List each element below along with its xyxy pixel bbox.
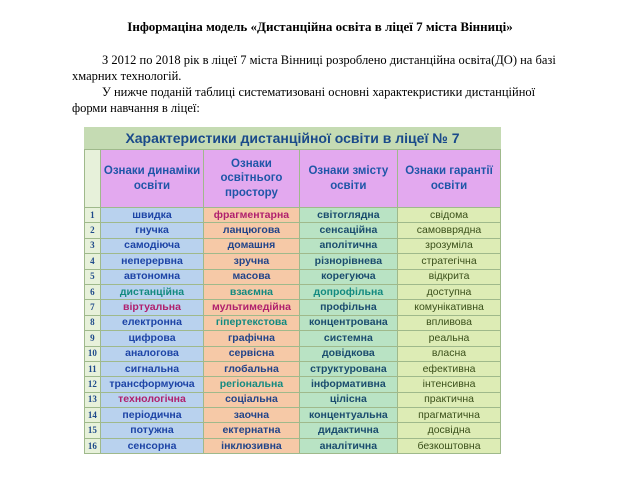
table-cell: зрозуміла xyxy=(398,238,501,253)
table-cell: неперервна xyxy=(100,254,203,269)
header-space: Ознаки освітнього простору xyxy=(204,150,299,208)
table-header-row xyxy=(85,150,501,208)
table-cell: аналогова xyxy=(100,346,203,361)
table-row xyxy=(85,284,501,299)
table-row xyxy=(85,377,501,392)
table-cell: ланцюгова xyxy=(204,223,299,238)
header-guarantee: Ознаки гарантії освіти xyxy=(398,150,501,208)
intro-paragraph-1-text: З 2012 по 2018 рік в ліцеї 7 міста Вінниці розроблено дистанційна освіта(ДО) на базі хмарних технологій. xyxy=(72,53,556,83)
table-cell: світоглядна xyxy=(299,208,397,223)
row-number-cell: 13 xyxy=(85,392,101,407)
table-cell: графічна xyxy=(204,331,299,346)
table-cell: фрагментарна xyxy=(204,208,299,223)
table-cell: мультимедійна xyxy=(204,300,299,315)
table-row xyxy=(85,361,501,376)
table-cell: гнучка xyxy=(100,223,203,238)
table-cell: безкоштовна xyxy=(398,438,501,453)
row-number-cell: 11 xyxy=(85,361,101,376)
table-cell: прагматична xyxy=(398,408,501,423)
table-cell: зручна xyxy=(204,254,299,269)
table-cell: практична xyxy=(398,392,501,407)
row-number-cell: 10 xyxy=(85,346,101,361)
characteristics-table xyxy=(84,127,501,452)
table-cell: комунікативна xyxy=(398,300,501,315)
table-cell: дидактична xyxy=(299,423,397,438)
table-cell: власна xyxy=(398,346,501,361)
table-row xyxy=(85,254,501,269)
table-cell: свідома xyxy=(398,208,501,223)
row-number-cell: 15 xyxy=(85,423,101,438)
row-number-cell: 7 xyxy=(85,300,101,315)
row-number-cell: 14 xyxy=(85,408,101,423)
table-cell: інтенсивна xyxy=(398,377,501,392)
table-row xyxy=(85,346,501,361)
table-cell: концентуальна xyxy=(299,408,397,423)
table-cell: досвідна xyxy=(398,423,501,438)
table-cell: ефективна xyxy=(398,361,501,376)
table-cell: віртуальна xyxy=(100,300,203,315)
table-grid xyxy=(84,149,501,454)
table-cell: аполітична xyxy=(299,238,397,253)
table-cell: соціальна xyxy=(204,392,299,407)
table-cell: періодична xyxy=(100,408,203,423)
intro-paragraph-2-text: У нижче поданій таблиці систематизовані основні характекристики дистанційної форми навчання в ліцеї: xyxy=(72,85,536,115)
row-number-cell: 1 xyxy=(85,208,101,223)
table-cell: профільна xyxy=(299,300,397,315)
row-number-cell: 12 xyxy=(85,377,101,392)
table-cell: дистанційна xyxy=(100,284,203,299)
table-cell: доступна xyxy=(398,284,501,299)
table-cell: цілісна xyxy=(299,392,397,407)
intro-paragraph-2 xyxy=(72,84,572,116)
table-cell: відкрита xyxy=(398,269,501,284)
table-cell: системна xyxy=(299,331,397,346)
table-cell: взаємна xyxy=(204,284,299,299)
intro-paragraph-1 xyxy=(72,52,572,84)
header-dynamics: Ознаки динаміки освіти xyxy=(100,150,203,208)
table-cell: масова xyxy=(204,269,299,284)
header-number-cell xyxy=(85,150,101,208)
table-cell: стратегічна xyxy=(398,254,501,269)
header-content: Ознаки змісту освіти xyxy=(299,150,397,208)
row-number-cell: 16 xyxy=(85,438,101,453)
table-cell: ектернатна xyxy=(204,423,299,438)
table-cell: самовврядна xyxy=(398,223,501,238)
table-cell: гіпертекстова xyxy=(204,315,299,330)
table-cell: технологічна xyxy=(100,392,203,407)
table-cell: сервісна xyxy=(204,346,299,361)
row-number-cell: 2 xyxy=(85,223,101,238)
table-row xyxy=(85,423,501,438)
row-number-cell: 9 xyxy=(85,331,101,346)
table-cell: електронна xyxy=(100,315,203,330)
table-row xyxy=(85,408,501,423)
table-row xyxy=(85,300,501,315)
row-number-cell: 5 xyxy=(85,269,101,284)
table-cell: інклюзивна xyxy=(204,438,299,453)
table-title: Характеристики дистанційної освіти в ліцеї № 7 xyxy=(84,127,501,149)
table-cell: трансформуюча xyxy=(100,377,203,392)
table-row xyxy=(85,438,501,453)
table-cell: інформативна xyxy=(299,377,397,392)
table-cell: концентрована xyxy=(299,315,397,330)
table-row xyxy=(85,331,501,346)
row-number-cell: 3 xyxy=(85,238,101,253)
table-cell: сигнальна xyxy=(100,361,203,376)
table-row xyxy=(85,269,501,284)
intro-text xyxy=(72,52,572,116)
table-row xyxy=(85,315,501,330)
table-cell: цифрова xyxy=(100,331,203,346)
table-cell: заочна xyxy=(204,408,299,423)
table-cell: аналітична xyxy=(299,438,397,453)
table-cell: сенсаційна xyxy=(299,223,397,238)
table-cell: автономна xyxy=(100,269,203,284)
row-number-cell: 4 xyxy=(85,254,101,269)
table-cell: регіональна xyxy=(204,377,299,392)
table-row xyxy=(85,392,501,407)
row-number-cell: 6 xyxy=(85,284,101,299)
table-cell: реальна xyxy=(398,331,501,346)
table-row xyxy=(85,223,501,238)
table-cell: глобальна xyxy=(204,361,299,376)
document-title: Інформаціна модель «Дистанційна освіта в ліцеї 7 міста Вінниці» xyxy=(127,19,513,34)
table-cell: швидка xyxy=(100,208,203,223)
table-cell: допрофільна xyxy=(299,284,397,299)
table-cell: структурована xyxy=(299,361,397,376)
table-body xyxy=(85,208,501,454)
table-cell: потужна xyxy=(100,423,203,438)
table-row xyxy=(85,238,501,253)
table-cell: домашня xyxy=(204,238,299,253)
table-cell: довідкова xyxy=(299,346,397,361)
table-row xyxy=(85,208,501,223)
table-cell: самодіюча xyxy=(100,238,203,253)
table-cell: різнорівнева xyxy=(299,254,397,269)
table-cell: сенсорна xyxy=(100,438,203,453)
row-number-cell: 8 xyxy=(85,315,101,330)
table-cell: корегуюча xyxy=(299,269,397,284)
table-cell: впливова xyxy=(398,315,501,330)
